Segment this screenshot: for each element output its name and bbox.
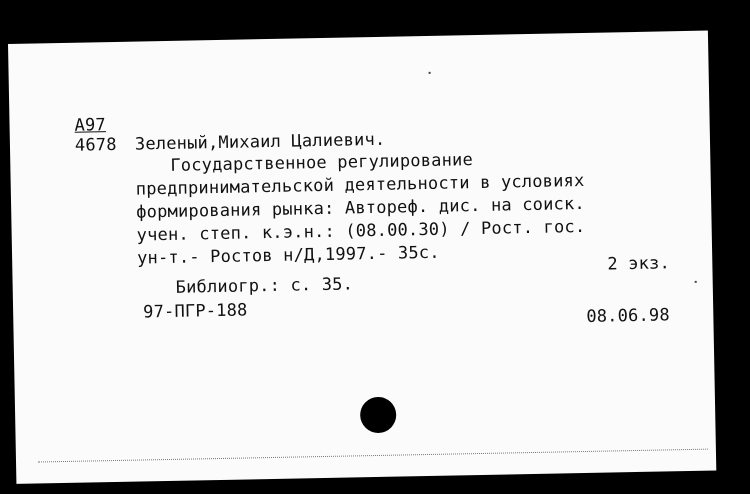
- bottom-edge-line: [38, 449, 708, 463]
- date-stamp: 08.06.98: [586, 305, 671, 327]
- catalog-card: [8, 31, 716, 484]
- dust-speck: [429, 72, 431, 74]
- title-line-1: Государственное регулирование: [170, 150, 474, 176]
- author-number: 4678: [74, 134, 117, 156]
- title-line-4: учен. степ. к.э.н.: (08.00.30) / Рост. гос.: [136, 216, 586, 246]
- author-line: Зеленый,Михаил Цалиевич.: [134, 129, 386, 155]
- bibliography-note: Библиогр.: с. 35.: [175, 274, 354, 298]
- shelf-code: А97: [74, 115, 107, 136]
- title-line-2: предпринимательской деятельности в условиях: [135, 170, 585, 200]
- punch-hole: [360, 397, 397, 434]
- copies-count: 2 экз.: [607, 253, 671, 275]
- dust-speck: [695, 281, 697, 283]
- publication-line: ун-т.- Ростов н/Д,1997.- 35с.: [136, 242, 440, 269]
- title-line-3: формирования рынка: Автореф. дис. на соиск.: [136, 193, 586, 223]
- accession-number: 97-ПГР-188: [142, 300, 248, 323]
